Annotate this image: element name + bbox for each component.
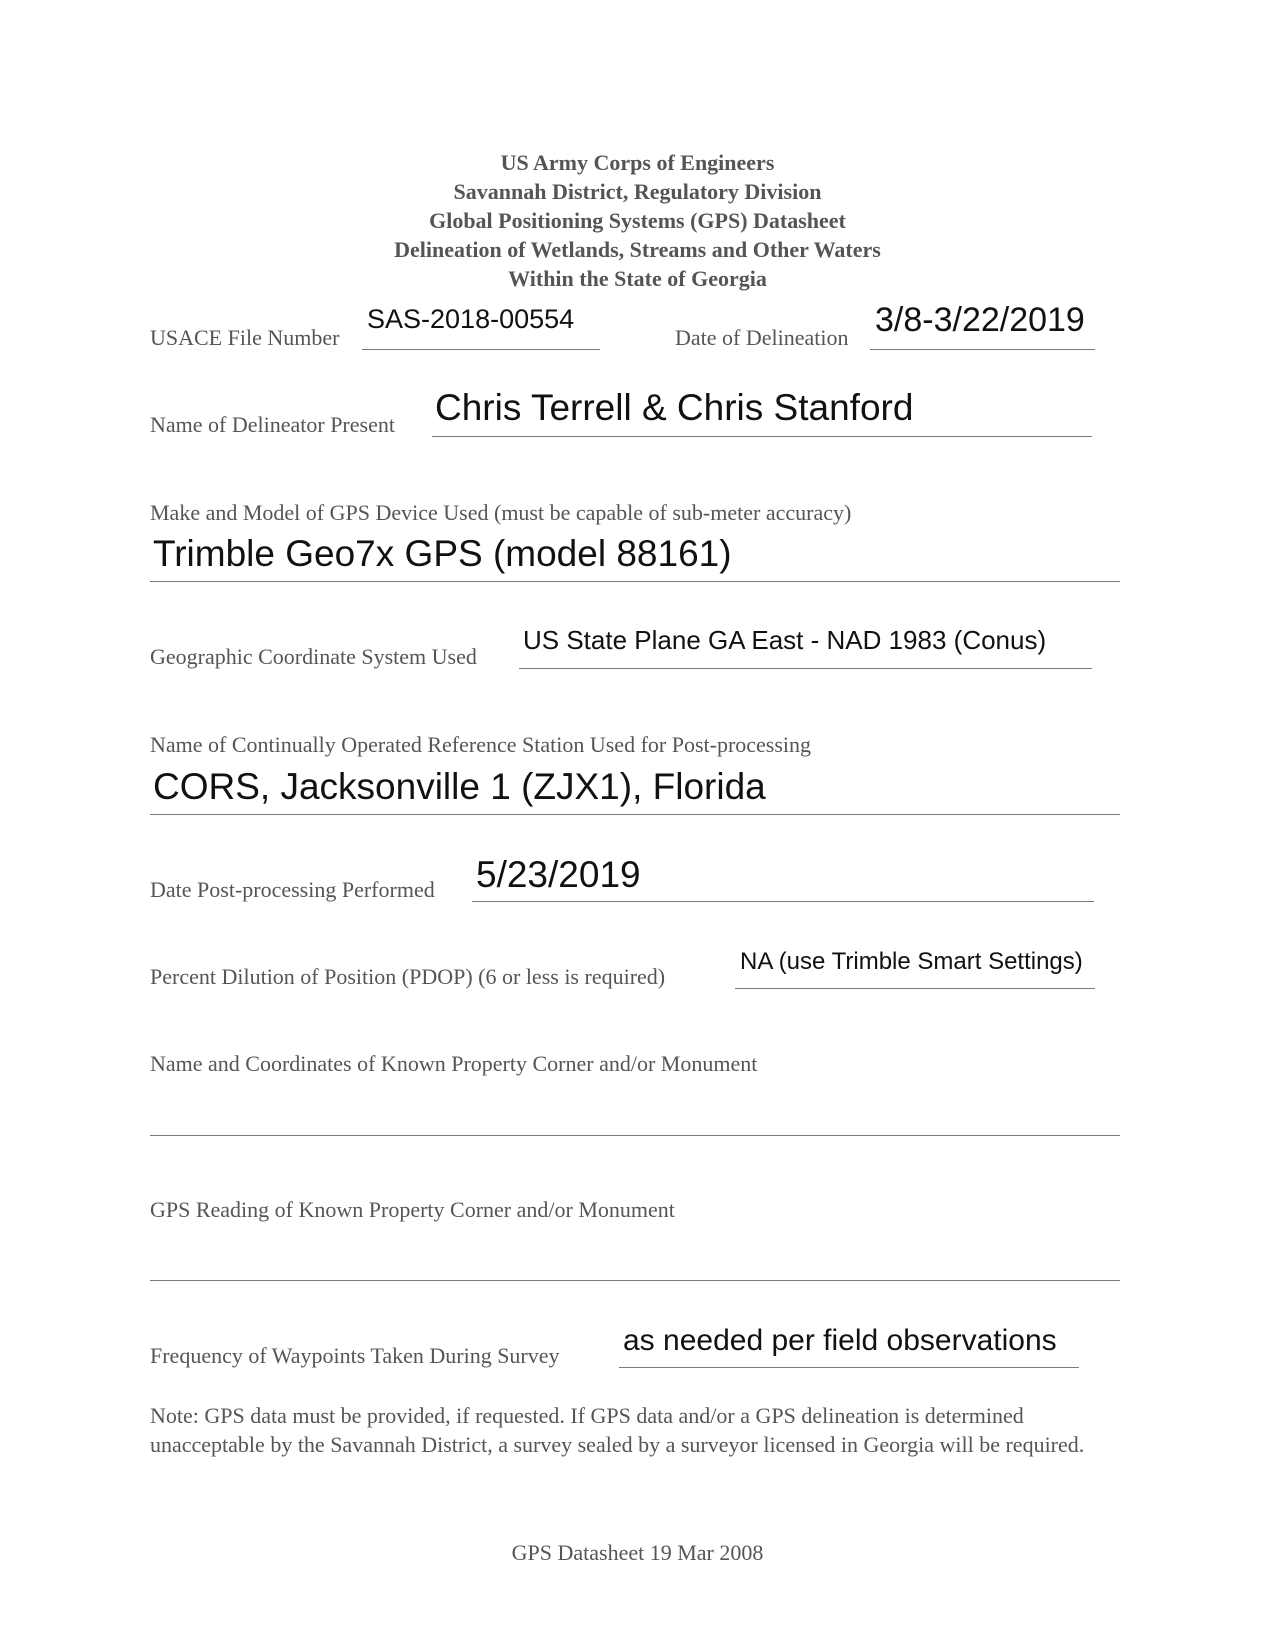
waypoint-frequency-label: Frequency of Waypoints Taken During Survey (150, 1343, 560, 1368)
reference-station-label: Name of Continually Operated Reference Station Used for Post-processing (150, 732, 812, 757)
date-delineation-value: 3/8-3/22/2019 (875, 301, 1085, 339)
gps-device-value: Trimble Geo7x GPS (model 88161) (153, 533, 732, 574)
header-district: Savannah District, Regulatory Division (453, 179, 822, 204)
waypoint-frequency-line (619, 1367, 1079, 1368)
file-number-value: SAS-2018-00554 (367, 304, 575, 334)
pdop-label: Percent Dilution of Position (PDOP) (6 or less is required) (150, 964, 666, 989)
file-number-label: USACE File Number (150, 325, 340, 350)
coordinate-system-line (519, 668, 1092, 669)
gps-device-line (150, 581, 1120, 582)
property-corner-line (150, 1135, 1120, 1136)
note-paragraph: Note: GPS data must be provided, if requested. If GPS data and/or a GPS delineation is determined unacceptable by the Savannah District, a survey sealed by a surveyor licensed in Georgia will be required. (150, 1403, 1085, 1457)
pdop-value: NA (use Trimble Smart Settings) (740, 948, 1083, 975)
post-processing-date-label: Date Post-processing Performed (150, 877, 435, 902)
post-processing-date-line (472, 901, 1094, 902)
post-processing-date-value: 5/23/2019 (476, 854, 641, 895)
header-agency: US Army Corps of Engineers (500, 150, 775, 175)
reference-station-line (150, 814, 1120, 815)
header-state: Within the State of Georgia (508, 266, 767, 291)
coordinate-system-label: Geographic Coordinate System Used (150, 644, 477, 669)
date-delineation-line (870, 349, 1095, 350)
delineator-label: Name of Delineator Present (150, 412, 395, 437)
delineator-line (432, 436, 1092, 437)
reference-station-value: CORS, Jacksonville 1 (ZJX1), Florida (153, 766, 766, 807)
delineator-value: Chris Terrell & Chris Stanford (435, 387, 914, 428)
waypoint-frequency-value: as needed per field observations (623, 1324, 1057, 1357)
gps-reading-label: GPS Reading of Known Property Corner and/or Monument (150, 1197, 675, 1222)
document-header (0, 148, 1275, 293)
gps-reading-line (150, 1280, 1120, 1281)
gps-device-label: Make and Model of GPS Device Used (must be capable of sub-meter accuracy) (150, 500, 852, 525)
header-subtitle: Delineation of Wetlands, Streams and Other Waters (394, 237, 881, 262)
file-number-line (362, 349, 600, 350)
coordinate-system-value: US State Plane GA East - NAD 1983 (Conus) (523, 625, 1047, 655)
header-title: Global Positioning Systems (GPS) Datasheet (429, 208, 846, 233)
property-corner-label: Name and Coordinates of Known Property Corner and/or Monument (150, 1051, 758, 1076)
footer: GPS Datasheet 19 Mar 2008 (511, 1540, 764, 1565)
date-delineation-label: Date of Delineation (675, 325, 849, 350)
pdop-line (735, 988, 1095, 989)
